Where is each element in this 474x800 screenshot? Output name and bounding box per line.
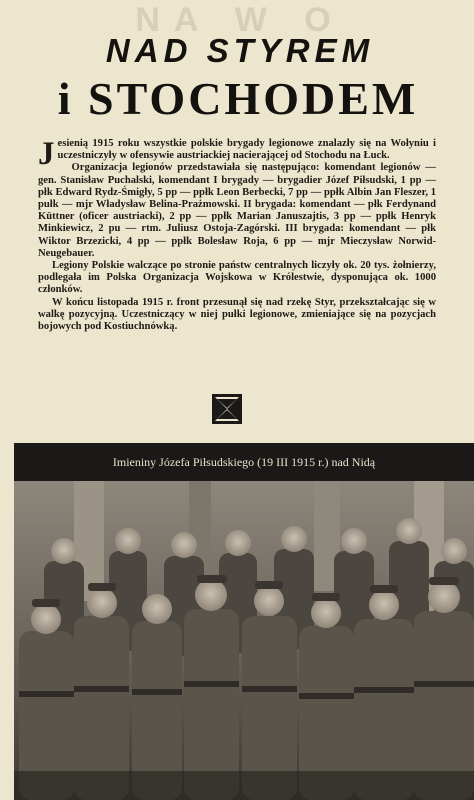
hourglass-ornament-icon [212,394,242,424]
title-line-2: i STOCHODEM [57,73,419,124]
paragraph-2: Organizacja legionów przedstawiała się następująco: komendant legionów — gen. Stanisław Puchalski, komendant I brygady — brygadier Józef Piłsudski, 1 pp — płk Edward Rydz-Śmigły, 5 pp — ppłk Leon Berbecki, 7 pp — ppłk Albin Jan Fleszer, 1 pułk — mjr Władysław Belina-Prażmowski. II brygada: komendant — płk Ferdynand Küttner (oficer austriacki), 2 pp — ppłk Marian Januszajtis, 3 pp — ppłk Henryk Minkiewicz, 2 pu — rtm. Juliusz Ostoja-Zagórski. III brygada: komendant — płk Wiktor Brzezicki, 4 pp — ppłk Bolesław Roja, 6 pp — mjr Mieczysław Norwid-Neugebauer. [38,162,436,259]
group-photo-legion-officers [14,481,474,800]
paragraph-1-text: esienią 1915 roku wszystkie polskie brygady legionowe znalazły się na Wołyniu i uczestniczyły w ofensywie austriackiej nacierającej od Stochodu na Łuck. [57,138,436,162]
paragraph-1 [38,136,436,172]
photo-caption: Imieniny Józefa Piłsudskiego (19 III 1915 r.) nad Nidą [14,443,474,481]
historical-photo-block [14,443,474,800]
drop-cap: J [38,136,55,172]
paragraph-4: W końcu listopada 1915 r. front przesunął się nad rzekę Styr, przekształcając się w walkę pozycyjną. Uczestniczący w niej pułki legionowe, zmieniające się na pozycjach bojowych pod Kostiuchnówką. [38,296,436,333]
title-line-1: NAD STYREM [105,32,375,69]
faded-header-text: NA W O [135,1,345,39]
article-body [38,138,436,333]
paragraph-3: Legiony Polskie walczące po stronie państw centralnych liczyły ok. 20 tys. żołnierzy, podlegała im Polska Organizacja Wojskowa w Królestwie, dysponująca ok. 1000 członków. [38,260,436,296]
